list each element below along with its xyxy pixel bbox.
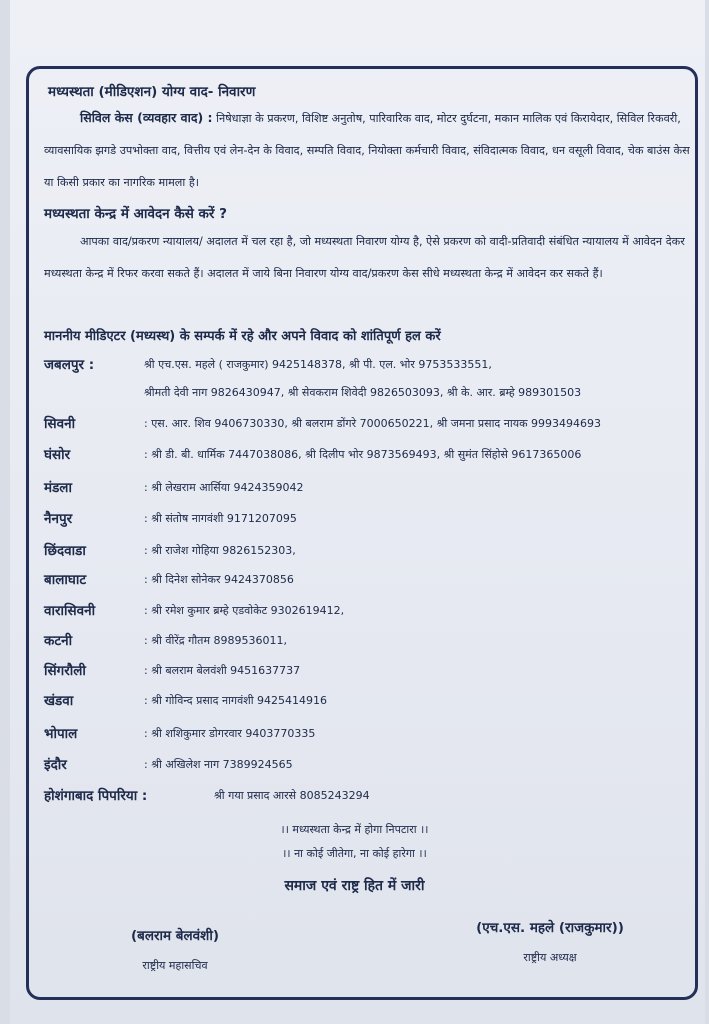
contact-details: : श्री अखिलेश नाग 7389924565 [144, 758, 293, 771]
city-name: खंडवा [44, 693, 74, 709]
contact-details: : एस. आर. शिव 9406730330, श्री बलराम डोंगरे 7000650221, श्री जमना प्रसाद नायक 9993494693 [144, 417, 602, 430]
city-name: वारासिवनी [44, 603, 96, 619]
city-name: छिंदवाडा [44, 543, 86, 559]
contact-details: : श्री लेखराम आर्सिया 9424359042 [144, 481, 304, 494]
signatory-name: (एच.एस. महले (राजकुमार)) [476, 920, 624, 936]
civil-case-text: निषेधाज्ञा के प्रकरण, विशिष्ट अनुतोष, पारिवारिक वाद, मोटर दुर्घटना, मकान मालिक एवं किरायेदार, सिविल रिकवरी, व्यावसायिक झगडे उपभोक्ता वाद, वित्तीय एवं लेन-देन के विवाद, सम्पति विवाद, नियोक्ता कर्मचारी विवाद, संविदात्मक विवाद, धन वसूली विवाद, चेक बाउंस केस या किसी प्रकार का नागरिक मामला है। [44, 112, 690, 189]
civil-case-label: सिविल केस (व्यवहार वाद) : [80, 110, 213, 125]
apply-heading: मध्यस्थता केन्द्र में आवेदन कैसे करें ? [44, 206, 227, 222]
apply-paragraph [44, 226, 694, 290]
city-name: बालाघाट [44, 572, 87, 588]
city-name: सिंगरौली [44, 663, 86, 679]
contact-details: : श्री डी. बी. धार्मिक 7447038086, श्री दिलीप भोर 9873569493, श्री सुमंत सिंहोसे 9617365006 [144, 448, 582, 461]
contact-details: : श्री संतोष नागवंशी 9171207095 [144, 512, 297, 525]
city-name: नैनपुर [44, 511, 73, 527]
signatory-title: राष्ट्रीय अध्यक्ष [523, 951, 577, 964]
city-name: सिवनी [44, 416, 76, 432]
contact-details: : श्री गोविन्द प्रसाद नागवंशी 9425414916 [144, 694, 328, 707]
contact-details: श्री एच.एस. महले ( राजकुमार) 9425148378, श्री पी. एल. भोर 9753533551, [144, 358, 492, 371]
city-name: मंडला [44, 480, 72, 496]
page-title: मध्यस्थता (मीडिएशन) योग्य वाद- निवारण [48, 84, 256, 100]
contact-details: : श्री बलराम बेलवंशी 9451637737 [144, 664, 301, 677]
signatory-right [430, 918, 670, 965]
slogan-line: ।। मध्यस्थता केन्द्र में होगा निपटारा ।। [280, 823, 429, 836]
city-name: घंसोर [44, 447, 71, 463]
contact-details: : श्री रमेश कुमार ब्रम्हे एडवोकेट 9302619412, [144, 604, 345, 617]
city-name: भोपाल [44, 726, 78, 742]
contact-details: : श्री राजेश गोहिया 9826152303, [144, 544, 296, 557]
city-name: होशंगाबाद पिपरिया : [44, 788, 148, 804]
contact-details: : श्री दिनेश सोनेकर 9424370856 [144, 573, 294, 586]
contact-heading: माननीय मीडिएटर (मध्यस्थ) के सम्पर्क में रहे और अपने विवाद को शांतिपूर्ण हल करें [44, 329, 441, 344]
contact-details: श्री गया प्रसाद आरसे 8085243294 [214, 789, 370, 802]
signatory-name: (बलराम बेलवंशी) [130, 928, 220, 944]
contact-details: श्रीमती देवी नाग 9826430947, श्री सेवकराम शिवेदी 9826503093, श्री के. आर. ब्रम्हे 989301503 [144, 386, 582, 399]
city-name: कटनी [44, 633, 73, 649]
contact-details: : श्री वीरेंद्र गौतम 8989536011, [144, 634, 288, 647]
contact-details: : श्री शशिकुमार डोगरवार 9403770335 [144, 727, 316, 740]
slogan-line: ।। ना कोई जीतेगा, ना कोई हारेगा ।। [282, 847, 427, 860]
apply-text: आपका वाद/प्रकरण न्यायालय/ अदालत में चल रहा है, जो मध्यस्थता निवारण योग्य है, ऐसे प्रकरण को वादी-प्रतिवादी संबंधित न्यायालय में आवेदन देकर मध्यस्थता केन्द्र में रिफर करवा सकते हैं। अदालत में जाये बिना निवारण योग्य वाद/प्रकरण केस सीधे मध्यस्थता केन्द्र में आवेदन कर सकते हैं। [44, 235, 685, 280]
city-name: जबलपुर : [44, 357, 95, 373]
civil-case-paragraph [44, 102, 694, 199]
signatory-left [80, 926, 270, 973]
city-name: इंदौर [44, 757, 67, 773]
tagline: समाज एवं राष्ट्र हित में जारी [284, 878, 425, 894]
signatory-title: राष्ट्रीय महासचिव [142, 959, 208, 972]
